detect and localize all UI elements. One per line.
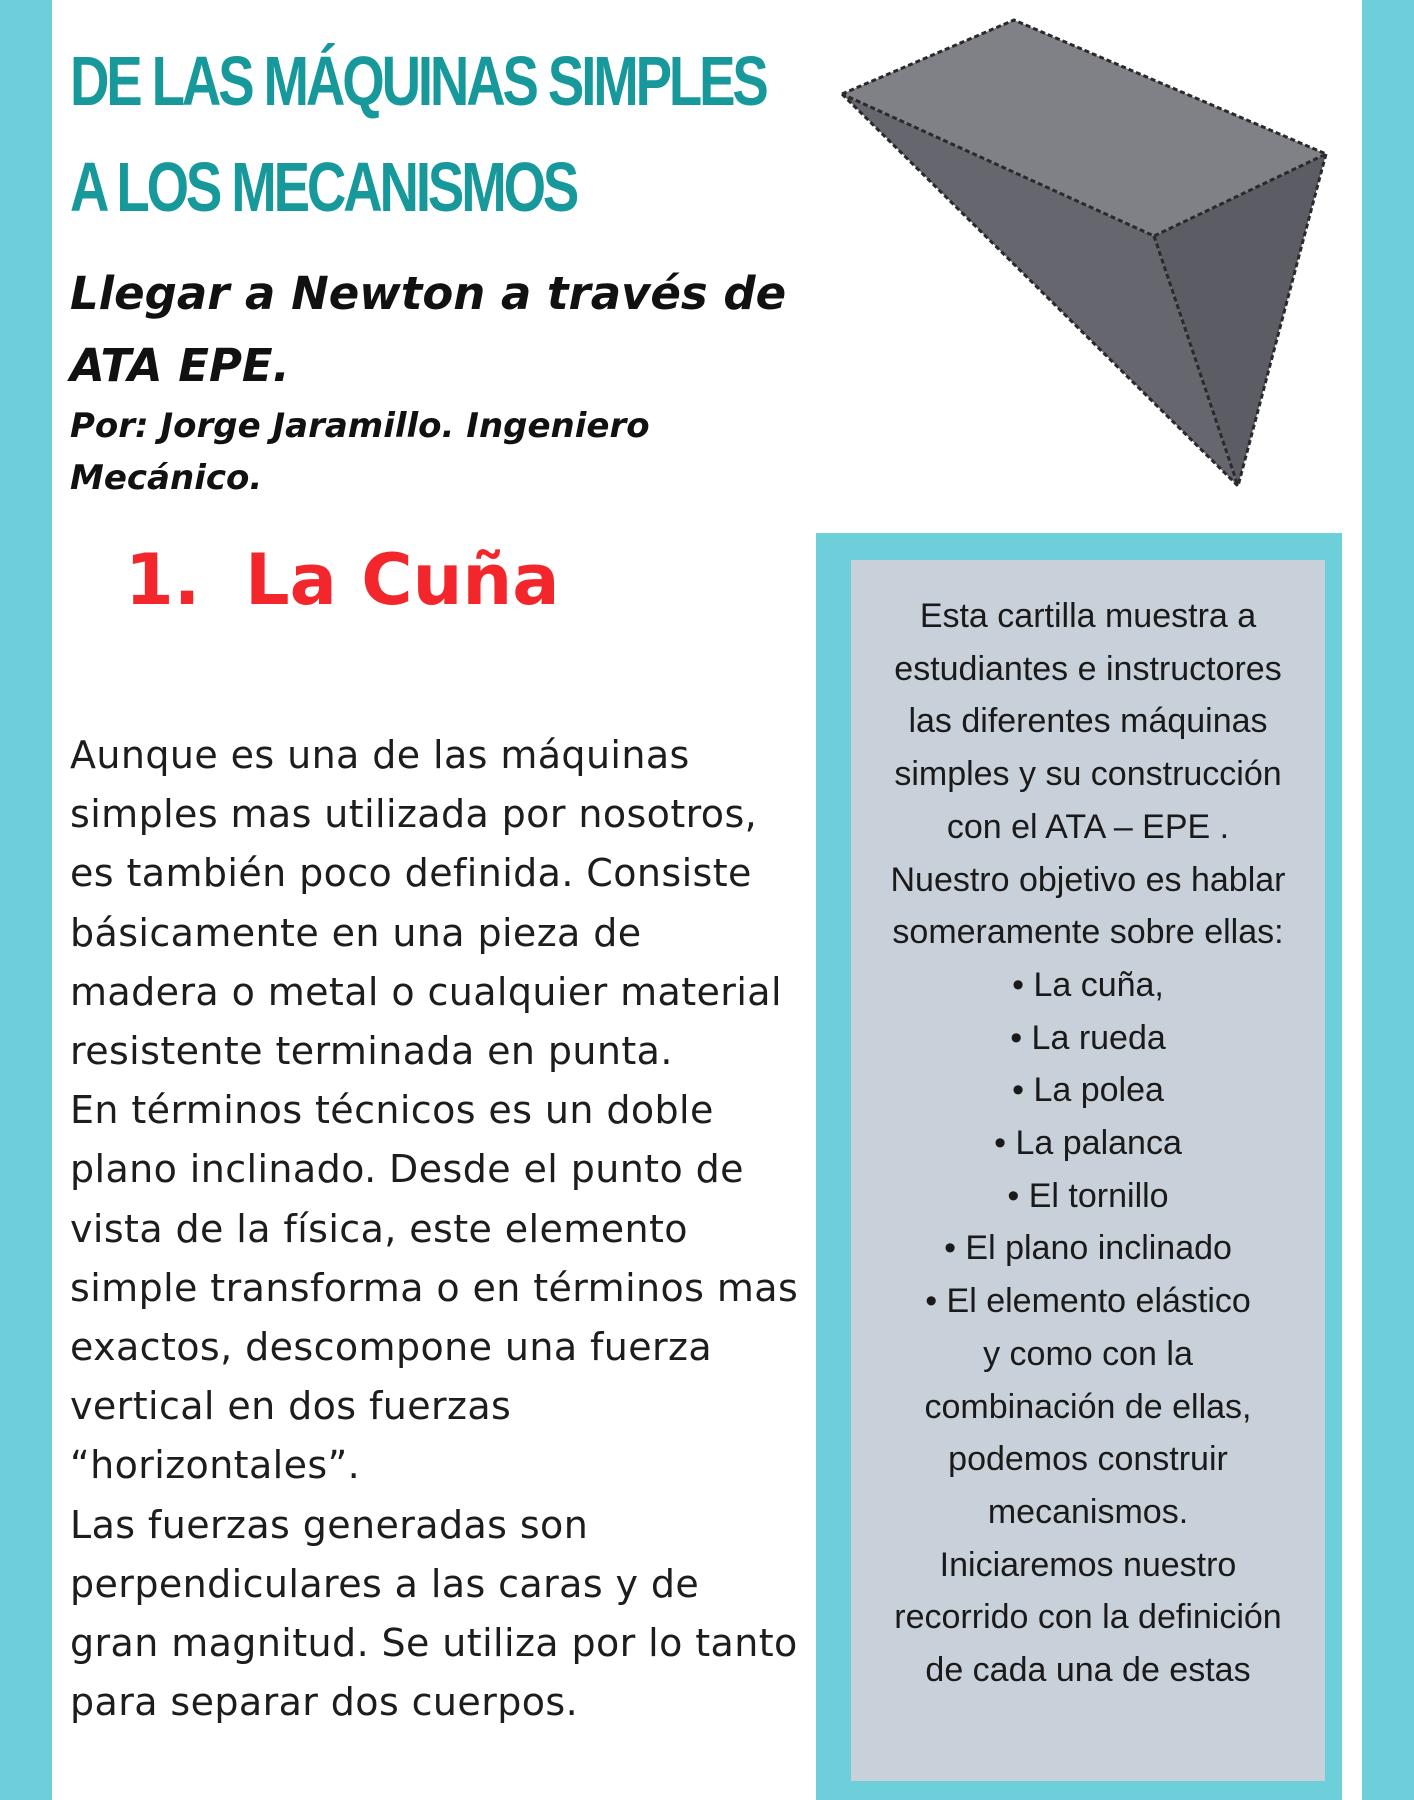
body-paragraph-3: Las fuerzas generadas son perpendiculares a las caras y de gran magnitud. Se utiliza por lo tanto para separar dos cuerpos.	[70, 1502, 798, 1725]
sidebar-line: de cada una de estas	[925, 1651, 1251, 1690]
sidebar-line: podemos construir	[948, 1440, 1228, 1479]
author-line: Por: Jorge Jaramillo. Ingeniero Mecánico.	[70, 406, 650, 498]
sidebar-line: las diferentes máquinas	[908, 702, 1268, 741]
section-heading	[125, 539, 560, 621]
main-title-line-2: A LOS MECANISMOS	[70, 148, 577, 226]
sidebar-text	[851, 590, 1325, 1697]
sidebar-line: recorrido con la definición	[894, 1598, 1282, 1637]
sidebar-list-item: • El elemento elástico	[925, 1282, 1251, 1321]
sidebar-line: someramente sobre ellas:	[892, 913, 1284, 952]
main-title-line-1: DE LAS MÁQUINAS SIMPLES	[70, 42, 766, 120]
sidebar-line: simples y su construcción	[894, 755, 1282, 794]
sidebar-line: y como con la	[983, 1334, 1193, 1373]
subtitle: Llegar a Newton a través de ATA EPE.	[70, 267, 787, 392]
sidebar-list-item: • La polea	[1012, 1071, 1164, 1110]
sidebar-list-item: • La cuña,	[1012, 965, 1164, 1004]
body-text	[70, 726, 800, 1732]
sidebar-list-item: • La palanca	[994, 1124, 1182, 1163]
section-number: 1.	[125, 539, 201, 621]
wedge-illustration	[838, 14, 1338, 494]
sidebar-list-item: • La rueda	[1010, 1018, 1166, 1057]
body-paragraph-2: En términos técnicos es un doble plano inclinado. Desde el punto de vista de la física, este elemento simple transforma o en términos mas exactos, descompone una fuerza vertical en dos fuerzas “horizontales”.	[70, 1088, 799, 1488]
sidebar-line: estudiantes e instructores	[894, 649, 1282, 688]
sidebar-line: Esta cartilla muestra a	[919, 597, 1257, 635]
sidebar-line: Nuestro objetivo es hablar	[890, 860, 1286, 899]
sidebar-line: combinación de ellas,	[924, 1387, 1252, 1426]
body-paragraph-1: Aunque es una de las máquinas simples mas utilizada por nosotros, es también poco definida. Consiste básicamente en una pieza de madera o metal o cualquier material resistente terminada en punta.	[70, 733, 782, 1074]
sidebar-line: Iniciaremos nuestro	[939, 1545, 1237, 1584]
sidebar-line: con el ATA – EPE .	[946, 807, 1230, 846]
sidebar-line: mecanismos.	[987, 1492, 1189, 1531]
sidebar-list-item: • El tornillo	[1007, 1176, 1169, 1215]
section-title: La Cuña	[245, 539, 560, 621]
sidebar-list-item: • El plano inclinado	[944, 1229, 1232, 1268]
